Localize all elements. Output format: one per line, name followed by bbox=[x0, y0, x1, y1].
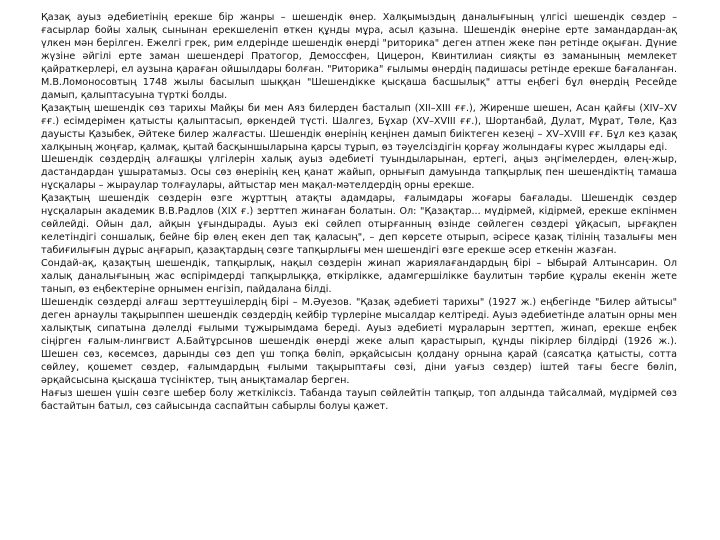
paragraph-conclusion: Нағыз шешен үшін сөзге шебер болу жеткіліксіз. Табанда тауып сөйлейтін тапқыр, топ алдында тайсалмай, мүдірмей сөз бастайтын батыл, сөз сайысында саспайтын сабырлы болуы қажет. bbox=[41, 387, 677, 412]
paragraph-history: Қазақтың шешендік сөз тарихы Майқы би мен Аяз билерден басталып (XII–XIII ғғ.), Жиренше шешен, Асан қайғы (XIV–XV ғғ.) есімдерімен қатысты қалыптасып, өркендей түсті. Шалгез, Бұхар (XV–XVIII ғғ.), Шортанбай, Дулат, Мұрат, Төле, Қаз дауысты Қазыбек, Әйтеке билер жалғасты. Шешендік өнерінің кеңінен дамып биіктеген кезеңі – XV–XVIII ғғ. Бұл кез қазақ халқының жоңғар, қалмақ, қытай басқыншыларына қарсы тұрып, өз тәуелсіздігін қорғау жолындағы күрес жылдары еді. bbox=[41, 102, 677, 153]
paragraph-altynsarin: Сондай-ақ, қазақтың шешендік, тапқырлық, нақыл сөздерін жинап жариялағандардың бірі – Ыбырай Алтынсарин. Ол халық даналығының жас өспірімдерді тапқырлыққа, өткірлікке, адамгершілікке баулитын тәрбие құралы екенін жете танып, өз еңбектеріне орнымен енгізіп, пайдалана білді. bbox=[41, 258, 677, 296]
paragraph-auezov: Шешендік сөздерді алғаш зерттеушілердің бірі – М.Әуезов. "Қазақ әдебиеті тарихы" (1927 ж.) еңбегінде "Билер айтысы" деген арнаулы тақырыппен шешендік сөздердің кейбір түрлеріне мысалдар келтіреді. Ауыз әдебиетінде алатын орны мен халықтық сипатына дәлелді ғылыми тұжырымдама береді. Ауыз әдебиеті мұраларын зерттеп, жинап, ерекше еңбек сіңірген ғалым-лингвист А.Байтұрсынов шешендік өнерді жеке алып қарастырып, құнды пікірлер білдірді (1926 ж.). Шешен сөз, көсемсөз, дарынды сөз деп үш топқа бөліп, әрқайсысын қолдану орнына қарай (саясатқа қатысты, сотта сөйлеу, қошемет сөздер, ғалымдардың ғылыми тақырыптағы сөзі, діни уағыз сөздер) іштей тағы бесге бөліп, әрқайсысына қысқаша түсініктер, тың анықтамалар берген. bbox=[41, 296, 677, 386]
paragraph-origins: Шешендік сөздердің алғашқы үлгілерін халық ауыз әдебиеті туындыларынан, ертегі, аңыз әңгімелерден, өлең-жыр, дастандардан ұшыратамыз. Осы сөз өнерінің кең қанат жайып, орнығып дамуында тапқырлық пен шешендіктің тамаша нұсқалары – жыраулар толғаулары, айтыстар мен мақал-мәтелдердің орны ерекше. bbox=[41, 154, 677, 192]
paragraph-radlov: Қазақтың шешендік сөздерін өзге жұрттың атақты адамдары, ғалымдары жоғары бағалады. Шешендік сөздер нұсқаларын академик В.В.Радлов (XIX ғ.) зерттеп жинаған болатын. Ол: "Қазақтар... мүдірмей, кідірмей, ерекше екпінмен сөйлейді. Ойын дал, айқын ұғындырады. Ауыз екі сөйлеп отырғанның өзінде сөйлеген сөздері ұйқасып, ырғақпен келетіндігі соншалық, бейне бір өлең екен деп тақ қаласың", – деп көрсете отырып, әсіресе қазақ тілінің тазалығы мен табиғилығын дұрыс аңғарып, қазақтардың сөзге тапқырлығы мен шешендігі өзге ерекше әсер еткенін жазған. bbox=[41, 193, 677, 257]
document-body bbox=[41, 12, 677, 414]
paragraph-intro: Қазақ ауыз әдебиетінің ерекше бір жанры – шешендік өнер. Халқымыздың даналығының үлгісі шешендік сөздер – ғасырлар бойы халық сынынан ерекшеленіп өткен құнды мұра, асыл қазына. Шешендік өнеріне ерте замандардан-ақ үлкен мән берілген. Ежелгі грек, рим елдерінде шешендік өнерді "риторика" деген атпен жеке пән ретінде оқыған. Дүние жүзіне әйгілі ерте заман шешендері Пратогор, Демоссфен, Цицерон, Квинтилиан сияқты өз заманының мемлекет қайраткерлері, ел аузына қараған ойшылдары болған. "Риторика" ғылымы өнердің падишасы ретінде ерекше бағаланған. М.В.Ломоносовтың 1748 жылы басылып шыққан "Шешендікке қысқаша басшылық" атты еңбегі бұл өнердің Ресейде дамып, қалыптасуына түрткі болды. bbox=[41, 12, 677, 101]
